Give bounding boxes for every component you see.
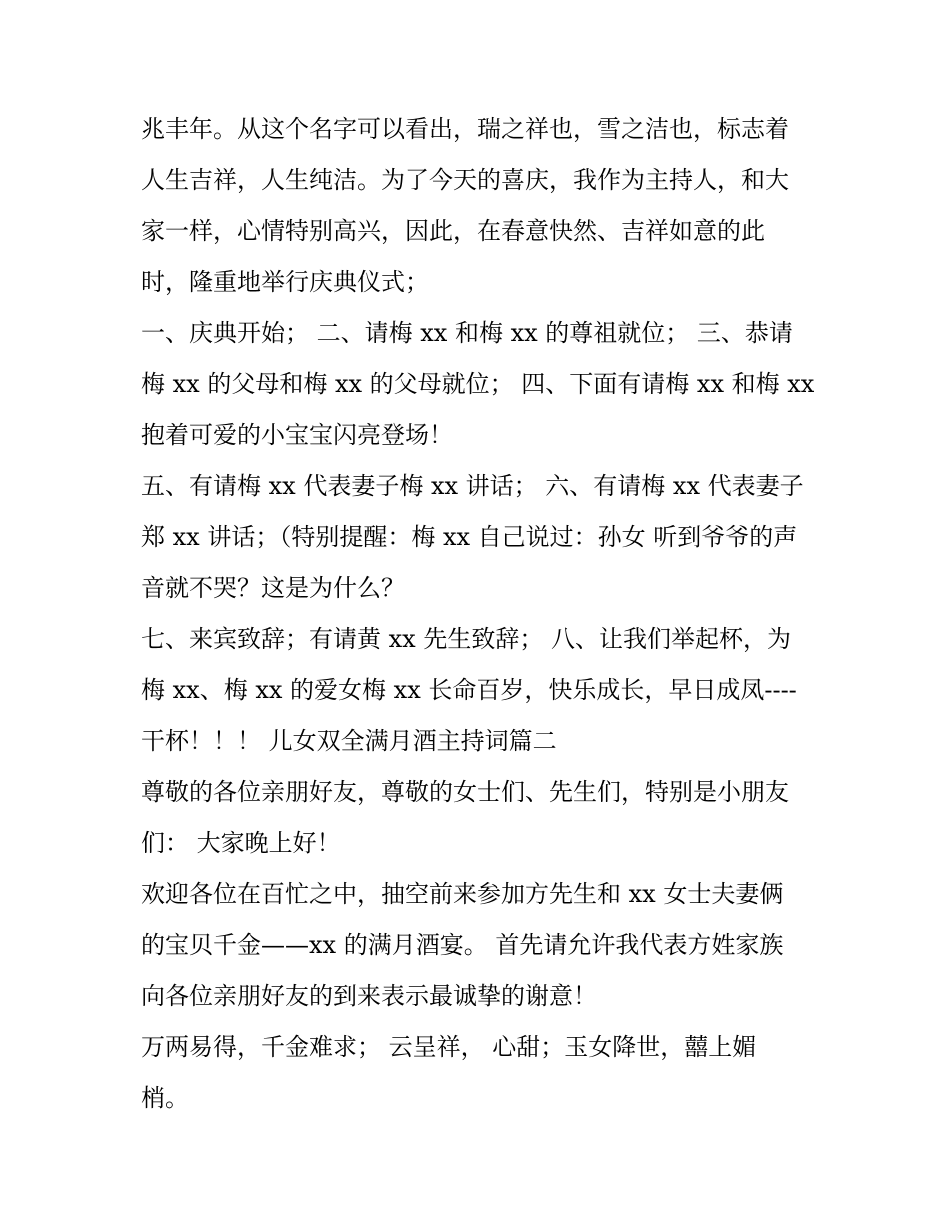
text-line-2: 人生吉祥，人生纯洁。为了今天的喜庆，我作为主持人，和大	[141, 166, 789, 194]
text-line-18: 向各位亲朋好友的到来表示最诚挚的谢意！	[141, 982, 597, 1010]
document-body	[141, 104, 821, 1124]
text-line-7: 抱着可爱的小宝宝闪亮登场！	[141, 421, 453, 449]
text-line-19: 万两易得，千金难求； 云呈祥， 心甜；玉女降世，囍上媚	[141, 1033, 757, 1061]
text-line-11: 七、来宾致辞；有请黄 xx 先生致辞； 八、让我们举起杯，为	[141, 625, 791, 653]
text-line-10: 音就不哭？这是为什么？	[141, 574, 405, 602]
text-line-20: 梢。	[141, 1084, 189, 1112]
text-line-17: 的宝贝千金——xx 的满月酒宴。 首先请允许我代表方姓家族	[141, 931, 784, 959]
text-line-15: 们： 大家晚上好！	[141, 829, 341, 857]
text-line-5: 一、庆典开始； 二、请梅 xx 和梅 xx 的尊祖就位； 三、恭请	[141, 319, 793, 347]
text-line-1: 兆丰年。从这个名字可以看出，瑞之祥也，雪之洁也，标志着	[141, 115, 789, 143]
text-line-8: 五、有请梅 xx 代表妻子梅 xx 讲话； 六、有请梅 xx 代表妻子	[141, 472, 804, 500]
text-line-14: 尊敬的各位亲朋好友，尊敬的女士们、先生们，特别是小朋友	[141, 778, 789, 806]
text-line-13: 干杯！！！ 儿女双全满月酒主持词篇二	[141, 727, 557, 755]
text-line-3: 家一样，心情特别高兴，因此，在春意快然、吉祥如意的此	[141, 217, 765, 245]
text-line-16: 欢迎各位在百忙之中，抽空前来参加方先生和 xx 女士夫妻俩	[141, 880, 784, 908]
text-line-6: 梅 xx 的父母和梅 xx 的父母就位； 四、下面有请梅 xx 和梅 xx	[141, 370, 815, 398]
text-line-12: 梅 xx、梅 xx 的爱女梅 xx 长命百岁，快乐成长，早日成凤----	[141, 676, 797, 704]
text-line-9: 郑 xx 讲话；（特别提醒：梅 xx 自己说过：孙女 听到爷爷的声	[141, 523, 798, 551]
text-line-4: 时，隆重地举行庆典仪式；	[141, 268, 429, 296]
